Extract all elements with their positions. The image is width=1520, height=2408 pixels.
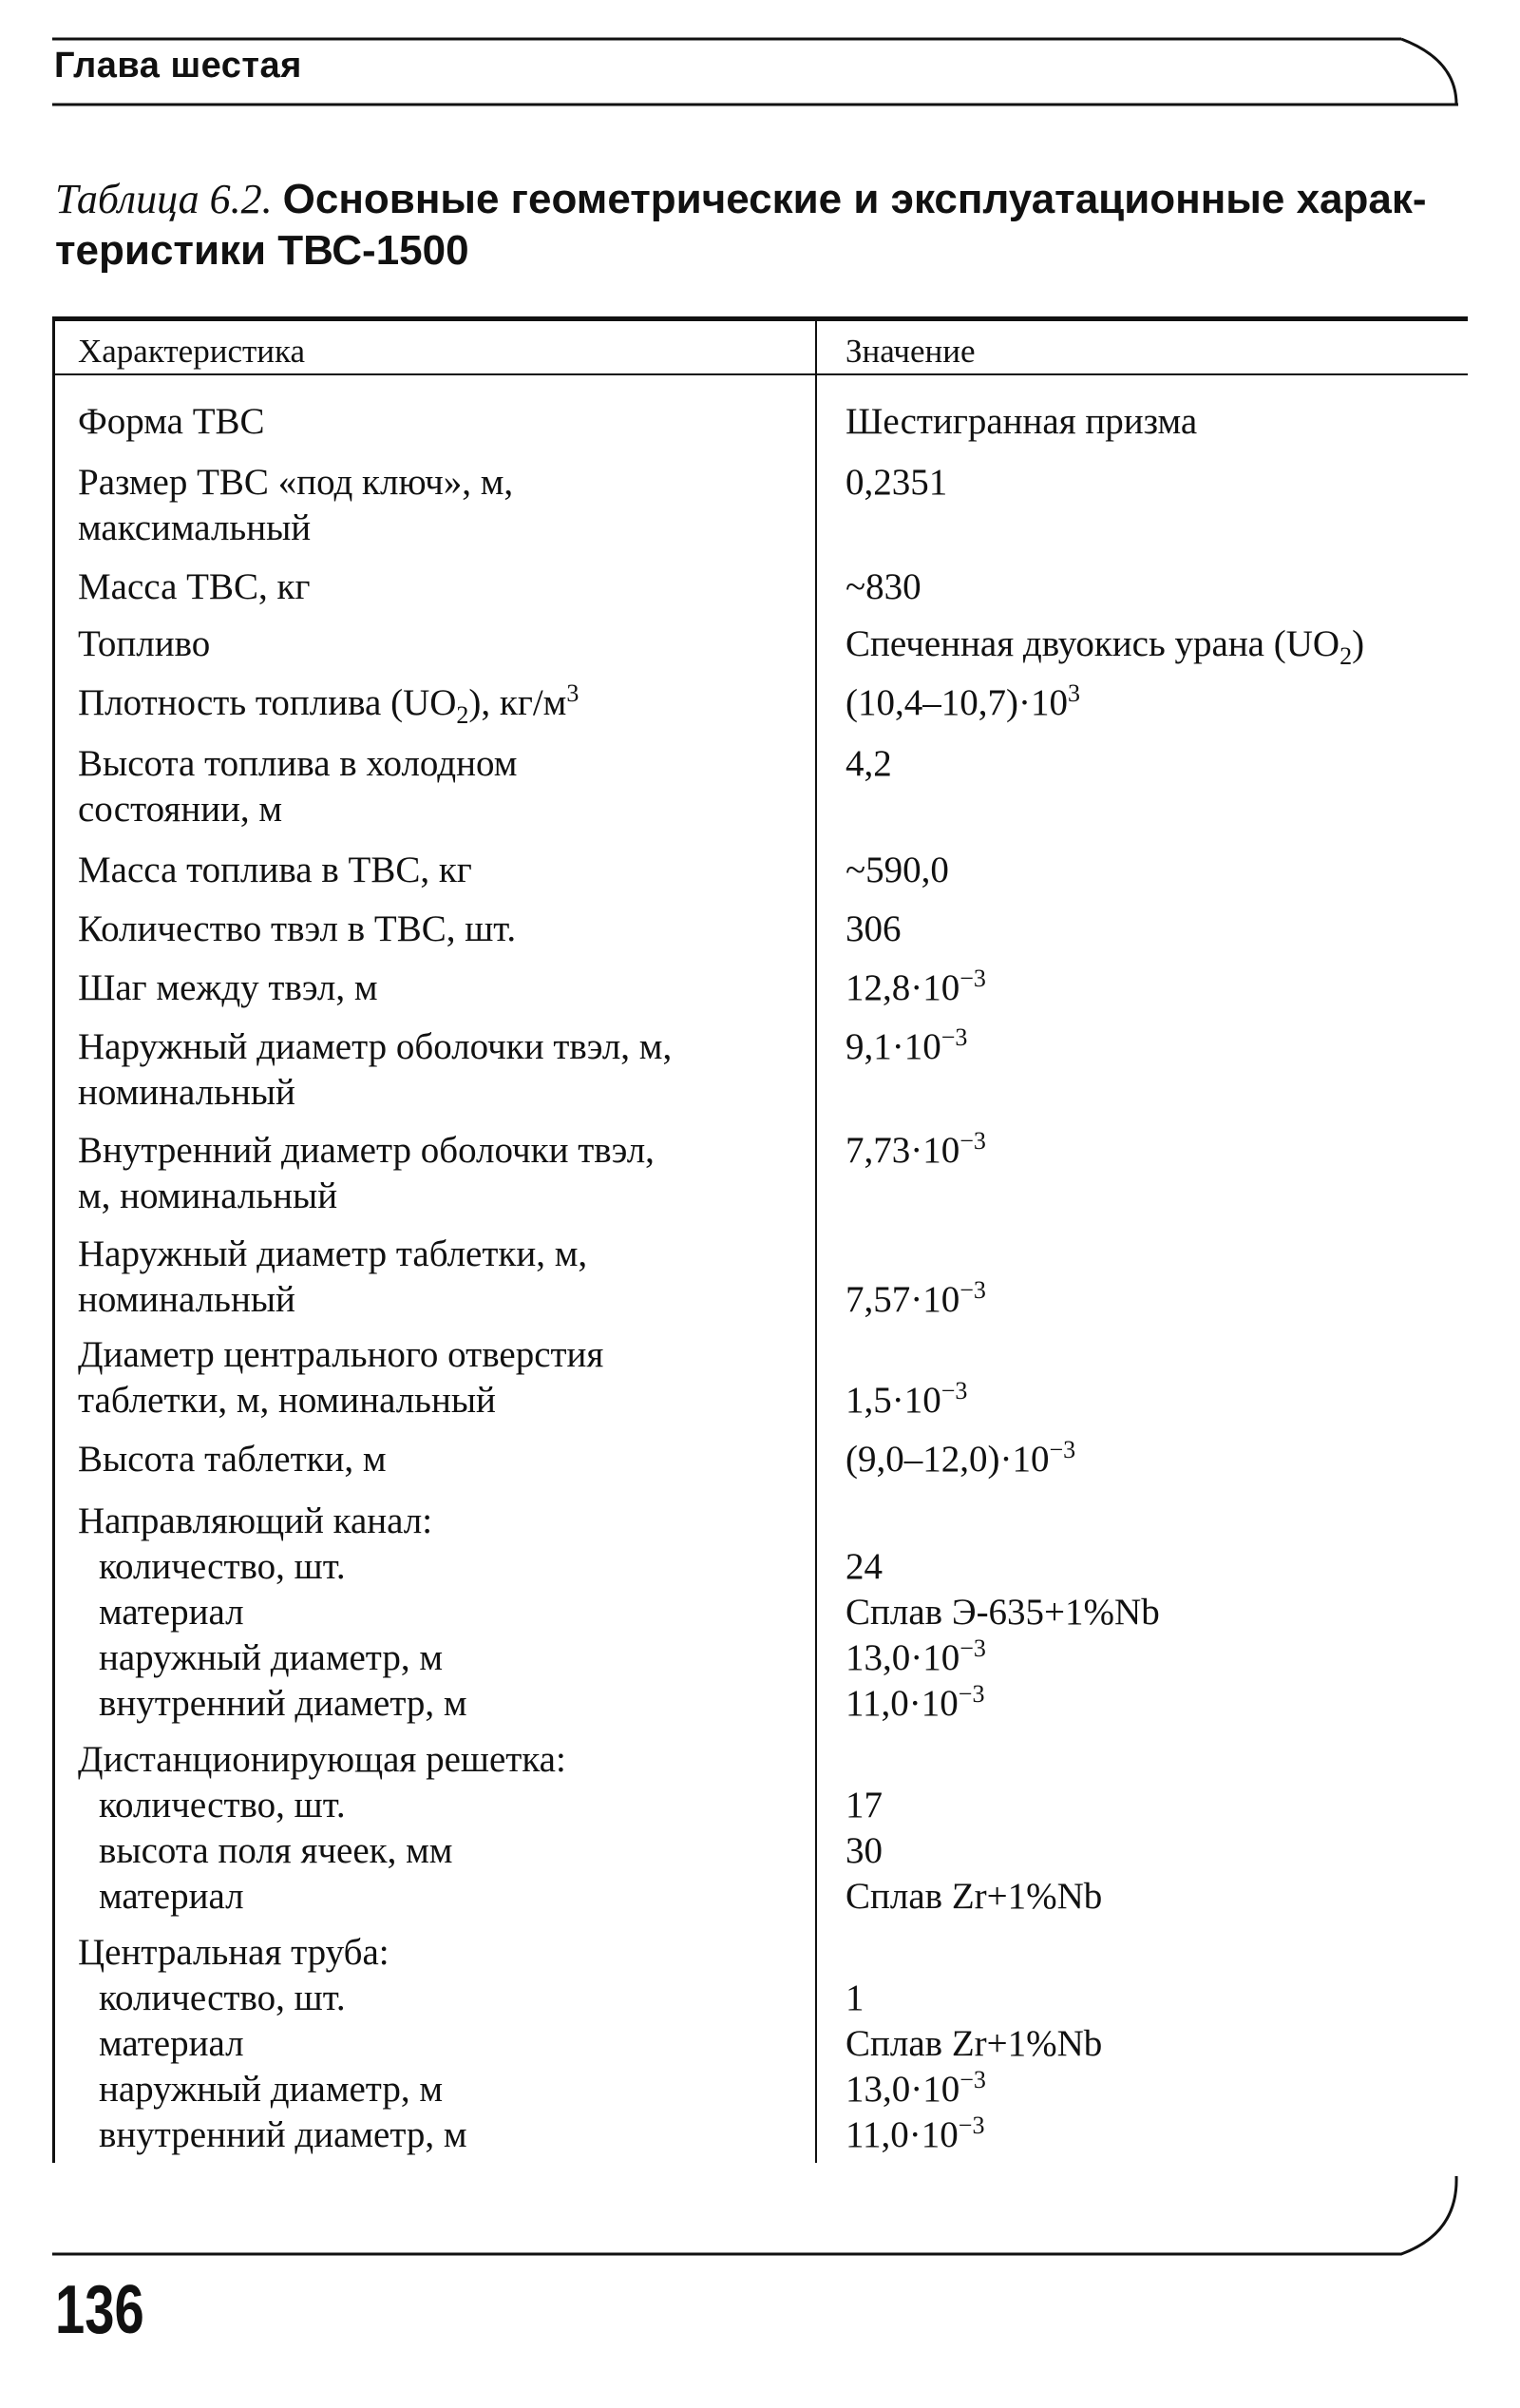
page-number: 136 [55, 2272, 144, 2348]
row-value: $1,5\cdot 10^{-3}$ [846, 1377, 968, 1421]
caption-title-line1: Основные геометрические и эксплуатационные харак- [282, 176, 1427, 222]
table-header-rule [52, 373, 1468, 375]
row-value: 0,2351 [846, 462, 948, 503]
table-column-divider [815, 316, 817, 2163]
row-label: Внутренний диаметр оболочки твэл, [78, 1130, 655, 1171]
running-header [52, 36, 1458, 112]
row-value: 306 [846, 908, 902, 949]
caption-title-line2: теристики ТВС-1500 [55, 227, 469, 274]
table-left-border [52, 316, 55, 2163]
row-label: Масса ТВС, кг [78, 566, 311, 607]
table-top-rule [52, 316, 1468, 321]
row-label: Направляющий канал: [78, 1500, 433, 1541]
row-sublabel: количество, шт. [99, 1785, 346, 1825]
footer-rule [52, 2176, 1468, 2262]
row-label: Центральная труба: [78, 1932, 390, 1973]
row-sublabel: внутренний диаметр, м [99, 1683, 467, 1724]
row-value: ~830 [846, 566, 922, 607]
row-label-cont: номинальный [78, 1072, 295, 1113]
row-value: Сплав Э-635+1%Nb [846, 1592, 1160, 1633]
row-value: Шестигранная призма [846, 401, 1198, 442]
column-header-value: Значение [846, 333, 976, 370]
row-value: Сплав Zr+1%Nb [846, 1876, 1103, 1917]
row-value: $9,1\cdot 10^{-3}$ [846, 1023, 968, 1067]
row-value: $11,0\cdot 10^{-3}$ [846, 2112, 985, 2155]
row-label: Плотность топлива $(UO_2)$, $кг/м^3$ [78, 679, 580, 729]
row-value: $12,8\cdot 10^{-3}$ [846, 965, 986, 1008]
row-value: ~590,0 [846, 850, 949, 890]
row-sublabel: количество, шт. [99, 1978, 346, 2018]
row-label: Наружный диаметр таблетки, м, [78, 1233, 588, 1274]
row-sublabel: количество, шт. [99, 1546, 346, 1587]
row-sublabel: высота поля ячеек, мм [99, 1830, 453, 1871]
table-caption [55, 174, 1461, 277]
row-value: Сплав Zr+1%Nb [846, 2023, 1103, 2064]
row-label: Топливо [78, 623, 211, 664]
row-label: Высота таблетки, м [78, 1439, 387, 1480]
row-label-cont: максимальный [78, 507, 312, 548]
row-sublabel: наружный диаметр, м [99, 2069, 444, 2110]
row-value: $(9,0-12,0)\cdot 10^{-3}$ [846, 1436, 1076, 1480]
row-label-cont: таблетки, м, номинальный [78, 1380, 496, 1421]
row-label-cont: м, номинальный [78, 1175, 338, 1216]
row-value: 17 [846, 1785, 883, 1825]
row-value: $(10,4-10,7)\cdot 10^3$ [846, 679, 1080, 723]
row-sublabel: материал [99, 1592, 244, 1633]
row-value: 30 [846, 1830, 883, 1871]
row-value: $13,0\cdot 10^{-3}$ [846, 2066, 986, 2110]
row-label: Наружный диаметр оболочки твэл, м, [78, 1026, 673, 1067]
caption-label: Таблица 6.2. [55, 176, 273, 222]
row-value: 4,2 [846, 743, 892, 784]
chapter-title: Глава шестая [54, 46, 302, 86]
row-label: Форма ТВС [78, 401, 265, 442]
row-label: Размер ТВС «под ключ», м, [78, 462, 514, 503]
row-sublabel: материал [99, 1876, 244, 1917]
row-sublabel: материал [99, 2023, 244, 2064]
row-label: Количество твэл в ТВС, шт. [78, 908, 517, 949]
running-footer [52, 2176, 1468, 2262]
row-label: Масса топлива в ТВС, кг [78, 850, 472, 890]
row-value: $11,0\cdot 10^{-3}$ [846, 1680, 985, 1724]
row-label-cont: номинальный [78, 1279, 295, 1320]
row-label-cont: состоянии, м [78, 789, 283, 830]
row-label: Диаметр центрального отверстия [78, 1334, 604, 1375]
column-header-characteristic: Характеристика [78, 333, 306, 370]
row-value: $7,57\cdot 10^{-3}$ [846, 1276, 986, 1320]
row-label: Шаг между твэл, м [78, 967, 378, 1008]
row-value: 24 [846, 1546, 883, 1587]
row-sublabel: внутренний диаметр, м [99, 2114, 467, 2155]
row-value: $7,73\cdot 10^{-3}$ [846, 1127, 986, 1171]
row-value: Спеченная двуокись урана $(UO_2)$ [846, 623, 1365, 670]
row-value: 1 [846, 1978, 864, 2018]
row-sublabel: наружный диаметр, м [99, 1637, 444, 1678]
row-label: Дистанционирующая решетка: [78, 1739, 566, 1780]
row-label: Высота топлива в холодном [78, 743, 518, 784]
row-value: $13,0\cdot 10^{-3}$ [846, 1634, 986, 1678]
